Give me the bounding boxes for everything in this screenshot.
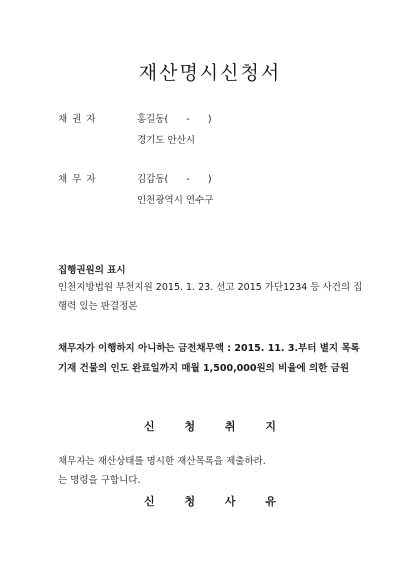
- creditor-label: 채 권 자: [58, 114, 97, 125]
- creditor-name: 홍길동( - ): [137, 114, 212, 125]
- purpose-heading: 신 청 취 지: [144, 420, 276, 433]
- enforcement-title-text: 인천지방법원 부천지원 2015. 1. 23. 선고 2015 가단1234 등 사건의 집행력 있는 판결정본: [58, 282, 363, 312]
- enforcement-title-heading: 집행권원의 표시: [58, 265, 126, 276]
- purpose-line-2: 는 명령을 구합니다.: [58, 475, 141, 486]
- purpose-line-1: 채무자는 재산상태를 명시한 재산목록을 제출하라.: [58, 456, 266, 467]
- debtor-name: 김갑동( - ): [137, 174, 212, 185]
- debtor-label: 채 무 자: [58, 174, 97, 185]
- reason-heading: 신 청 사 유: [144, 495, 276, 508]
- debtor-address: 인천광역시 연수구: [137, 195, 214, 206]
- creditor-address: 경기도 안산시: [137, 135, 196, 146]
- debt-amount-text: 채무자가 이행하지 아니하는 금전채무액 : 2015. 11. 3.부터 별지 목록 기재 건물의 인도 완료일까지 매월 1,500,000원의 비율에 의한 금원: [58, 343, 360, 374]
- document-title: 재산명시신청서: [138, 62, 282, 84]
